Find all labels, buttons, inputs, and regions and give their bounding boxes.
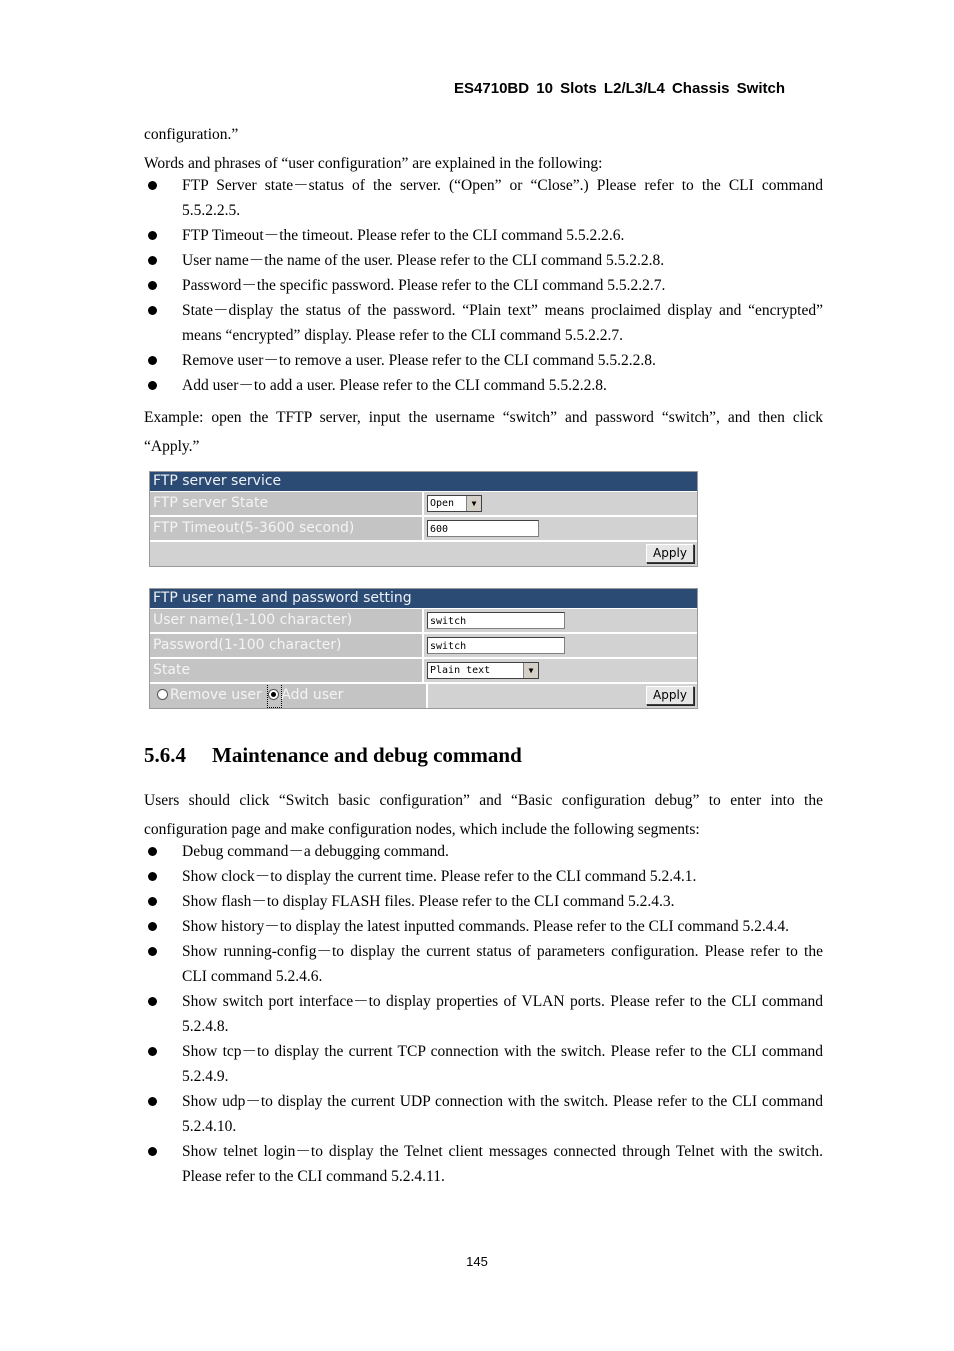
chevron-down-icon[interactable]: ▼ [523, 663, 538, 678]
bullet-icon [148, 281, 157, 290]
list-item: Remove user－to remove a user. Please refer to the CLI command 5.5.2.2.8. [144, 348, 823, 373]
bullet-icon [148, 381, 157, 390]
bullet-icon [148, 1047, 157, 1056]
list-item: Show clock－to display the current time. Please refer to the CLI command 5.2.4.1. [144, 864, 823, 889]
list-item: State－display the status of the password. “Plain text” means proclaimed display and “encrypted” means “encrypted” display. Please refer to the CLI command 5.5.2.2.7. [144, 298, 823, 348]
ftp-timeout-input[interactable]: 600 [427, 520, 539, 537]
chevron-down-icon[interactable]: ▼ [466, 496, 481, 511]
list-item: Add user－to add a user. Please refer to the CLI command 5.5.2.2.8. [144, 373, 823, 398]
ftp-state-row [150, 492, 697, 517]
ftp-apply-row [150, 542, 697, 566]
state-select[interactable]: Plain text ▼ [427, 662, 539, 679]
password-input[interactable]: switch [427, 637, 565, 654]
ftp-server-panel-title: FTP server service [150, 472, 697, 492]
page-number: 145 [466, 1254, 488, 1269]
ftp-server-panel [149, 471, 698, 567]
user-name-row [150, 609, 697, 634]
ftp-timeout-row [150, 517, 697, 542]
field-description-list [144, 173, 823, 398]
list-item: Show flash－to display FLASH files. Please refer to the CLI command 5.2.4.3. [144, 889, 823, 914]
ftp-user-panel [149, 588, 698, 709]
bullet-icon [148, 922, 157, 931]
remove-user-radio[interactable] [157, 684, 170, 707]
remove-user-label: Remove user [170, 687, 262, 703]
section-title: Maintenance and debug command [212, 743, 522, 767]
intro-line-1: configuration.” [144, 126, 239, 143]
ftp-state-label: FTP server State [150, 492, 424, 515]
intro-line-2: Words and phrases of “user configuration” are explained in the following: [144, 155, 603, 172]
ftp-timeout-label: FTP Timeout(5-3600 second) [150, 517, 424, 540]
radio-icon[interactable] [157, 689, 168, 700]
list-item: Show running-config－to display the current status of parameters configuration. Please refer to the CLI command 5.2.4.6. [144, 939, 823, 989]
user-action-row [150, 684, 697, 708]
section-intro: Users should click “Switch basic configuration” and “Basic configuration debug” to enter into the configuration page and make configuration nodes, which include the following segments: [144, 792, 823, 838]
bullet-icon [148, 872, 157, 881]
list-item: FTP Server state－status of the server. (“Open” or “Close”.) Please refer to the CLI command 5.5.2.2.5. [144, 173, 823, 223]
radio-selected-icon[interactable] [268, 689, 279, 700]
bullet-icon [148, 947, 157, 956]
section-heading [144, 743, 522, 768]
ftp-user-panel-title: FTP user name and password setting [150, 589, 697, 609]
user-name-label: User name(1-100 character) [150, 609, 424, 632]
add-user-label: Add user [281, 687, 344, 703]
bullet-icon [148, 231, 157, 240]
bullet-icon [148, 306, 157, 315]
list-item: FTP Timeout－the timeout. Please refer to the CLI command 5.5.2.2.6. [144, 223, 823, 248]
bullet-icon [148, 997, 157, 1006]
bullet-icon [148, 897, 157, 906]
list-item: Show switch port interface－to display properties of VLAN ports. Please refer to the CLI command 5.2.4.8. [144, 989, 823, 1039]
debug-command-list [144, 839, 823, 1189]
user-action-options [150, 684, 428, 708]
bullet-icon [148, 256, 157, 265]
bullet-icon [148, 356, 157, 365]
state-label: State [150, 659, 424, 682]
bullet-icon [148, 181, 157, 190]
list-item: Show tcp－to display the current TCP connection with the switch. Please refer to the CLI command 5.2.4.9. [144, 1039, 823, 1089]
list-item: Debug command－a debugging command. [144, 839, 823, 864]
add-user-radio[interactable] [268, 684, 281, 707]
password-row [150, 634, 697, 659]
example-paragraph: Example: open the TFTP server, input the username “switch” and password “switch”, and then click “Apply.” [144, 409, 823, 455]
running-header: ES4710BD 10 Slots L2/L3/L4 Chassis Switch [454, 80, 785, 97]
ftp-apply-button[interactable]: Apply [646, 544, 694, 563]
ftp-state-select[interactable]: Open ▼ [427, 495, 482, 512]
bullet-icon [148, 1097, 157, 1106]
state-row [150, 659, 697, 684]
list-item: Show history－to display the latest inputted commands. Please refer to the CLI command 5.2.4.4. [144, 914, 823, 939]
list-item: User name－the name of the user. Please refer to the CLI command 5.5.2.2.8. [144, 248, 823, 273]
bullet-icon [148, 1147, 157, 1156]
user-name-input[interactable]: switch [427, 612, 565, 629]
bullet-icon [148, 847, 157, 856]
password-label: Password(1-100 character) [150, 634, 424, 657]
list-item: Show udp－to display the current UDP connection with the switch. Please refer to the CLI command 5.2.4.10. [144, 1089, 823, 1139]
list-item: Password－the specific password. Please refer to the CLI command 5.5.2.2.7. [144, 273, 823, 298]
section-number: 5.6.4 [144, 743, 186, 767]
user-apply-button[interactable]: Apply [646, 686, 694, 705]
list-item: Show telnet login－to display the Telnet client messages connected through Telnet with the switch. Please refer to the CLI command 5.2.4.11. [144, 1139, 823, 1189]
